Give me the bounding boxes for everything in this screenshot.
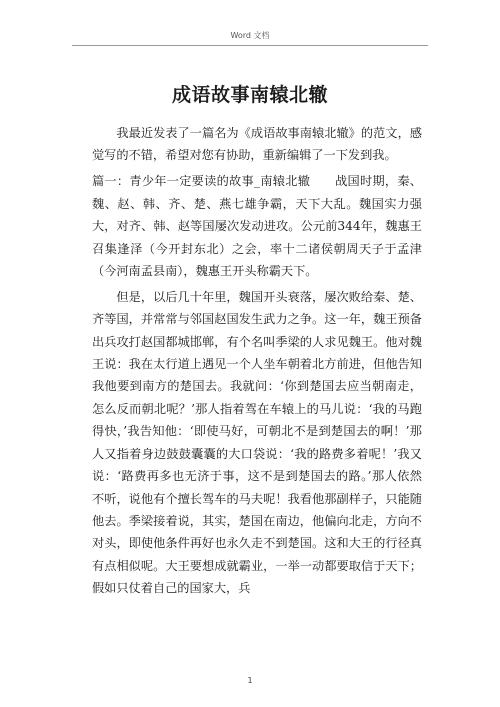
header-divider <box>72 45 428 46</box>
paragraph-story-part-1: 篇一：青少年一定要读的故事_南辕北辙 战国时期，秦、魏、赵、韩、齐、楚、燕七雄争霸，天下大乱。魏国实力强大，对齐、韩、赵等国屡次发动进攻。公元前344年，魏惠王召集逢泽（今开封东北）之会，率十二诸侯朝周天子于孟津（今河南孟县南），魏惠王开头称霸天下。 <box>92 174 422 278</box>
page-footer <box>0 676 500 685</box>
header-label: Word 文档 <box>230 31 270 40</box>
page-header <box>0 30 500 41</box>
document-body <box>92 122 422 603</box>
paragraph-story-part-2: 但是，以后几十年里，魏国开头衰落，屡次败给秦、楚、齐等国，并常常与邻国赵国发生武力之争。这一年，魏王预备出兵攻打赵国都城邯郸，有个名叫季梁的人求见魏王。他对魏王说：我在太行道上遇见一个人坐车朝着北方前进，但他告知我他要到南方的楚国去。我就问：‘你到楚国去应当朝南走，怎么反而朝北呢？’那人指着驾在车辕上的马儿说：‘我的马跑得快，’我告知他：‘即使马好，可朝北不是到楚国去的啊！’那人又指着身边鼓鼓囊囊的大口袋说：‘我的路费多着呢！’我又说：‘路费再多也无济于事，这不是到楚国去的路。’那人依然不听，说他有个擅长驾车的马夫呢！我看他那副样子，只能随他去。季梁接着说，其实，楚国在南边，他偏向北走，方向不对头，即使他条件再好也永久走不到楚国。这和大王的行径真有点相似呢。大王要想成就霸业，一举一动都要取信于天下；假如只仗着自己的国家大，兵 <box>92 289 422 596</box>
paragraph-intro: 我最近发表了一篇名为《成语故事南辕北辙》的范文，感觉写的不错，希望对您有协助，重新编辑了一下发到我。 <box>92 126 422 163</box>
document-title: 成语故事南辕北辙 <box>171 84 328 106</box>
page-number: 1 <box>247 676 253 685</box>
